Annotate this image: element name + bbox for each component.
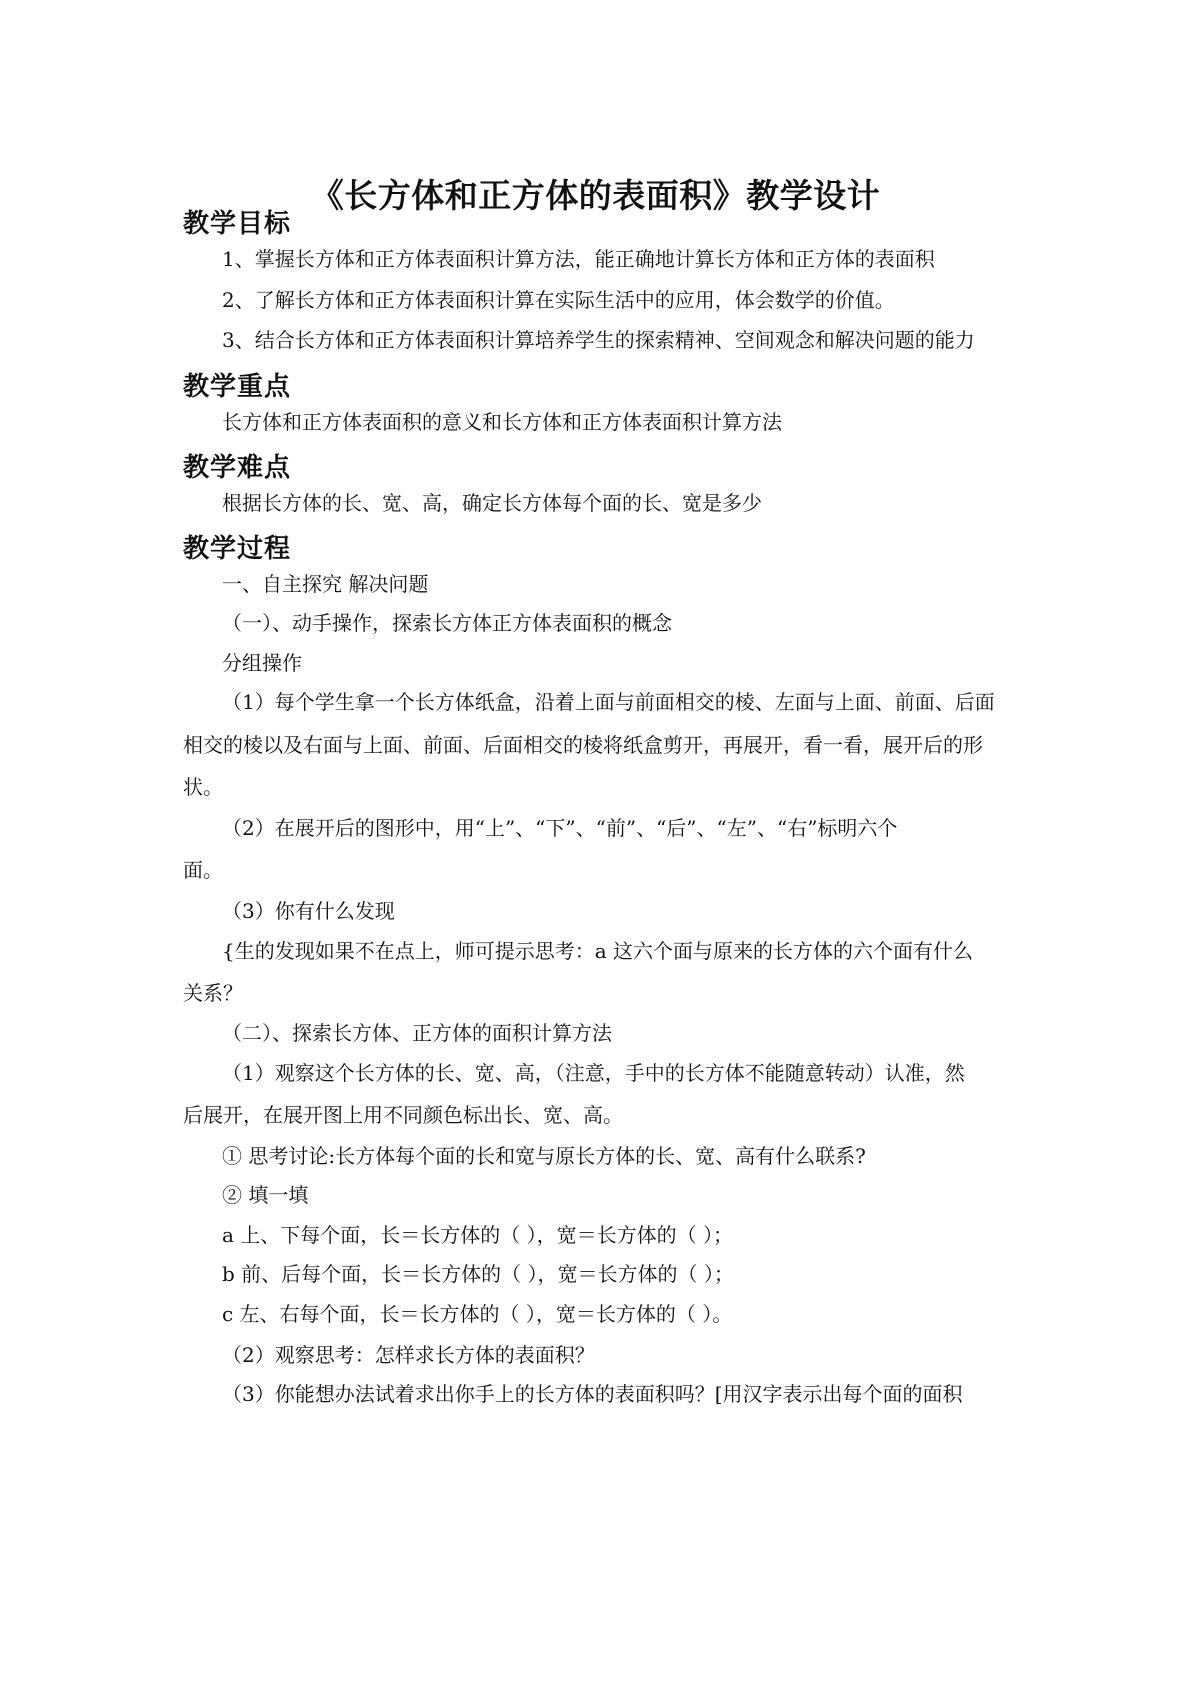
process-line: 关系？ xyxy=(183,981,243,1005)
process-line: 一、自主探究 解决问题 xyxy=(222,572,429,596)
key-points-text: 长方体和正方体表面积的意义和长方体和正方体表面积计算方法 xyxy=(222,410,782,434)
heading-process: 教学过程 xyxy=(183,534,292,564)
process-line: 面。 xyxy=(183,858,223,882)
heading-difficulties: 教学难点 xyxy=(183,453,292,483)
process-line: （1）观察这个长方体的长、宽、高，（注意，手中的长方体不能随意转动）认准，然 xyxy=(222,1061,965,1085)
process-line: （2）观察思考：怎样求长方体的表面积？ xyxy=(222,1343,595,1367)
process-line: ② 填一填 xyxy=(222,1183,309,1207)
process-line: （一）、动手操作，探索长方体正方体表面积的概念 xyxy=(222,611,672,635)
document-title: 《长方体和正方体的表面积》教学设计 xyxy=(310,176,881,215)
process-line: （二）、探索长方体、正方体的面积计算方法 xyxy=(222,1021,612,1045)
objective-item: 2、了解长方体和正方体表面积计算在实际生活中的应用，体会数学的价值。 xyxy=(222,288,895,312)
process-line: c 左、右每个面，长＝长方体的（ ），宽＝长方体的（ ）。 xyxy=(222,1302,733,1326)
process-line: （2）在展开后的图形中，用“上”、“下”、“前”、“后”、“左”、“右”标明六个 xyxy=(222,816,898,840)
heading-objectives: 教学目标 xyxy=(183,209,292,239)
process-line: {生的发现如果不在点上，师可提示思考：a 这六个面与原来的长方体的六个面有什么 xyxy=(222,939,974,963)
process-line: 分组操作 xyxy=(222,651,302,675)
heading-key-points: 教学重点 xyxy=(183,372,292,402)
process-line: 相交的棱以及右面与上面、前面、后面相交的棱将纸盒剪开，再展开，看一看，展开后的形 xyxy=(183,733,983,757)
process-line: 状。 xyxy=(183,775,223,799)
process-line: 后展开，在展开图上用不同颜色标出长、宽、高。 xyxy=(183,1103,623,1127)
objective-item: 3、结合长方体和正方体表面积计算培养学生的探索精神、空间观念和解决问题的能力 xyxy=(222,328,975,352)
difficulties-text: 根据长方体的长、宽、高，确定长方体每个面的长、宽是多少 xyxy=(222,491,762,515)
process-line: （3）你能想办法试着求出你手上的长方体的表面积吗？[用汉字表示出每个面的面积 xyxy=(222,1382,963,1406)
process-line: （1）每个学生拿一个长方体纸盒，沿着上面与前面相交的棱、左面与上面、前面、后面 xyxy=(222,690,995,714)
process-line: （3）你有什么发现 xyxy=(222,899,395,923)
process-line: ① 思考讨论:长方体每个面的长和宽与原长方体的长、宽、高有什么联系? xyxy=(222,1144,866,1168)
process-line: a 上、下每个面，长＝长方体的（ ），宽＝长方体的（ ）； xyxy=(222,1223,733,1247)
process-line: b 前、后每个面，长＝长方体的（ ），宽＝长方体的（ ）； xyxy=(222,1262,734,1286)
objective-item: 1、掌握长方体和正方体表面积计算方法，能正确地计算长方体和正方体的表面积 xyxy=(222,247,935,271)
